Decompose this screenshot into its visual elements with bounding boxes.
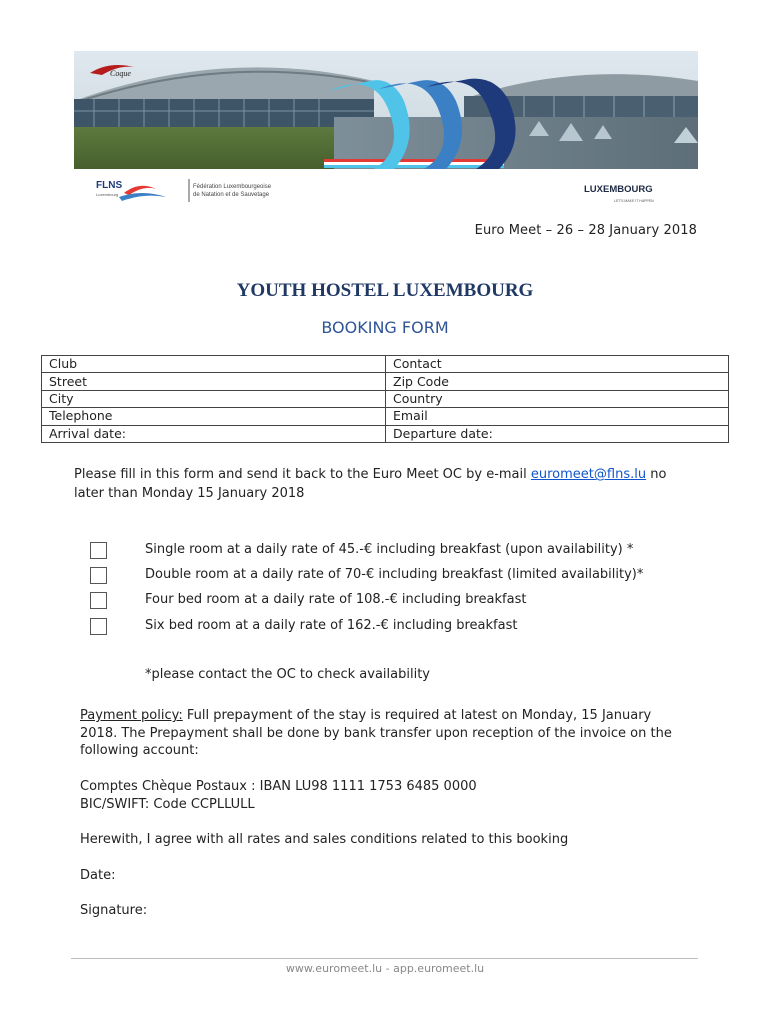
payment-policy-text: Full prepayment of the stay is required at latest on Monday, 15 January 2018. The Prepayment shall be done by bank transfer upon reception of the invoice on the following account: bbox=[80, 708, 672, 758]
room-option-single bbox=[90, 541, 690, 566]
footer-divider bbox=[71, 958, 698, 959]
table-row bbox=[42, 408, 729, 425]
bank-details bbox=[80, 778, 477, 814]
table-row bbox=[42, 425, 729, 442]
footer-links: www.euromeet.lu - app.euromeet.lu bbox=[285, 962, 485, 975]
departure-date-field[interactable]: Departure date: bbox=[386, 425, 729, 442]
room-options bbox=[90, 541, 690, 642]
page-title: YOUTH HOSTEL LUXEMBOURG bbox=[236, 280, 534, 301]
club-field[interactable]: Club bbox=[42, 356, 386, 373]
telephone-field[interactable]: Telephone bbox=[42, 408, 386, 425]
flns-logo-text: FLNS bbox=[96, 180, 123, 191]
instructions-text bbox=[74, 466, 694, 503]
coque-logo-text: Coque bbox=[110, 69, 131, 78]
table-row bbox=[42, 356, 729, 373]
form-subtitle: BOOKING FORM bbox=[321, 318, 449, 337]
header-banner bbox=[74, 51, 698, 214]
event-dates: Euro Meet – 26 – 28 January 2018 bbox=[474, 223, 697, 238]
contact-info-table bbox=[41, 355, 729, 443]
zip-code-field[interactable]: Zip Code bbox=[386, 373, 729, 390]
arrival-date-field[interactable]: Arrival date: bbox=[42, 425, 386, 442]
bank-bic: BIC/SWIFT: Code CCPLLULL bbox=[80, 797, 255, 812]
payment-policy bbox=[80, 707, 690, 760]
room-option-double bbox=[90, 566, 690, 591]
date-label: Date: bbox=[80, 868, 116, 883]
table-row bbox=[42, 390, 729, 407]
six-bed-room-checkbox[interactable] bbox=[90, 618, 107, 635]
banner-image bbox=[74, 51, 698, 214]
bank-iban: Comptes Chèque Postaux : IBAN LU98 1111 1753 6485 0000 bbox=[80, 779, 477, 794]
payment-policy-label: Payment policy: bbox=[80, 708, 183, 723]
luxembourg-tagline: LET'S MAKE IT HAPPEN bbox=[614, 199, 654, 203]
email-link[interactable]: euromeet@flns.lu bbox=[530, 467, 647, 482]
federation-text-line1: Fédération Luxembourgeoise bbox=[193, 184, 272, 190]
country-field[interactable]: Country bbox=[386, 390, 729, 407]
four-bed-room-label: Four bed room at a daily rate of 108.-€ including breakfast bbox=[145, 592, 527, 608]
room-option-six-bed bbox=[90, 617, 690, 642]
email-field[interactable]: Email bbox=[386, 408, 729, 425]
street-field[interactable]: Street bbox=[42, 373, 386, 390]
four-bed-room-checkbox[interactable] bbox=[90, 592, 107, 609]
single-room-label: Single room at a daily rate of 45.-€ including breakfast (upon availability) * bbox=[145, 542, 634, 557]
instructions-after: no later than Monday 15 January 2018 bbox=[74, 467, 667, 501]
double-room-label: Double room at a daily rate of 70-€ including breakfast (limited availability)* bbox=[145, 567, 644, 583]
federation-text-line2: de Natation et de Sauvetage bbox=[193, 192, 270, 198]
room-option-four-bed bbox=[90, 591, 690, 616]
six-bed-room-label: Six bed room at a daily rate of 162.-€ including breakfast bbox=[145, 617, 518, 633]
flns-logo-sub: Luxembourg bbox=[96, 192, 119, 197]
signature-label: Signature: bbox=[80, 903, 148, 918]
single-room-checkbox[interactable] bbox=[90, 542, 107, 559]
agreement-text: Herewith, I agree with all rates and sales conditions related to this booking bbox=[80, 832, 569, 847]
double-room-checkbox[interactable] bbox=[90, 567, 107, 584]
instructions-before: Please fill in this form and send it back to the Euro Meet OC by e-mail bbox=[74, 467, 531, 482]
contact-field[interactable]: Contact bbox=[386, 356, 729, 373]
table-row bbox=[42, 373, 729, 390]
availability-note: *please contact the OC to check availability bbox=[145, 667, 430, 682]
luxembourg-logo-text: LUXEMBOURG bbox=[584, 184, 653, 195]
city-field[interactable]: City bbox=[42, 390, 386, 407]
